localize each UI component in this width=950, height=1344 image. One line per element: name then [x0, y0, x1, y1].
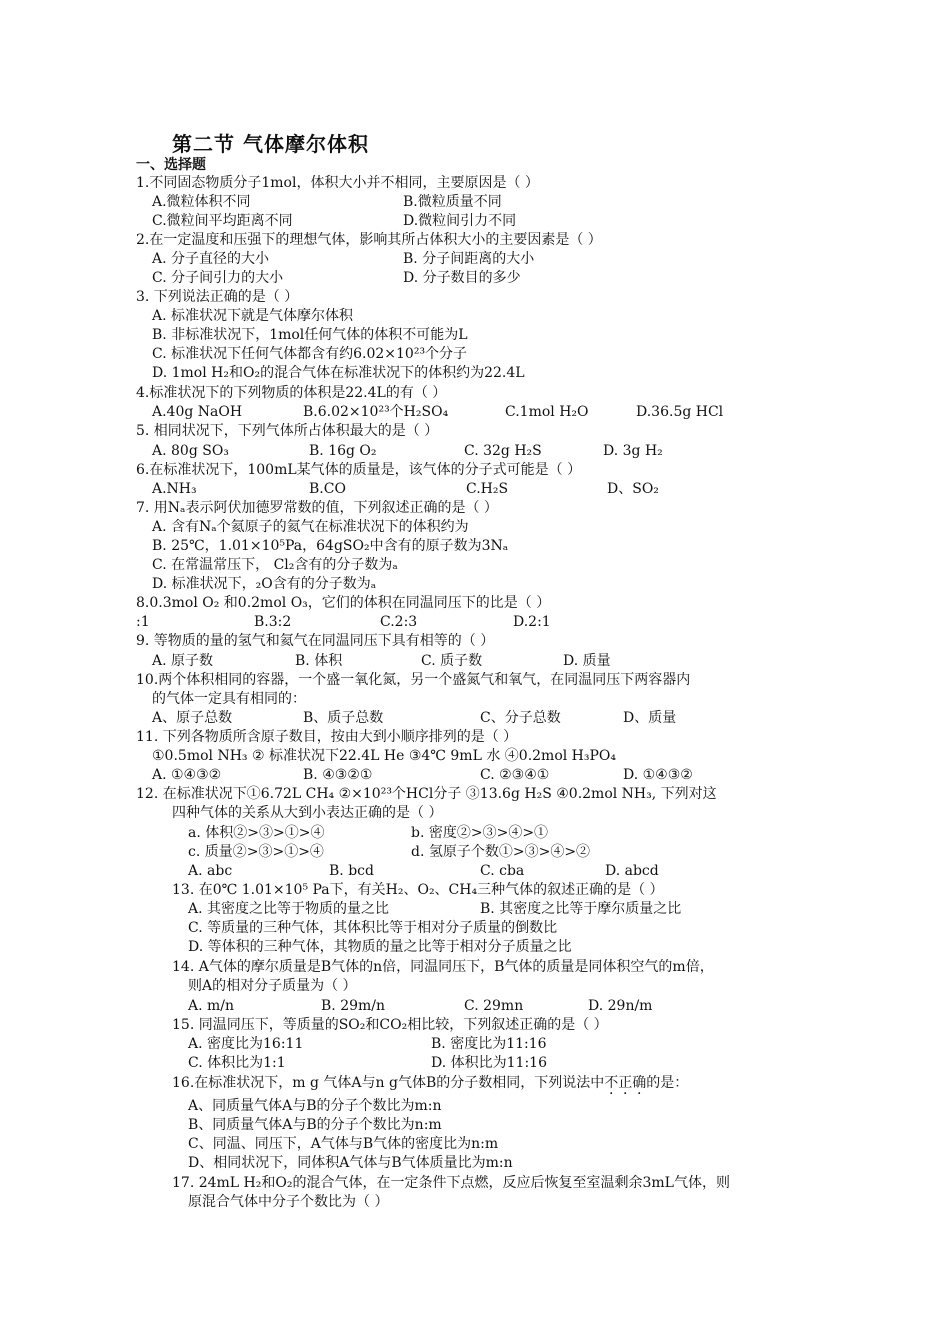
q11-stem: 11. 下列各物质所含原子数目，按由大到小顺序排列的是（ ）	[136, 729, 518, 745]
q10-option-a: A、原子总数	[152, 710, 233, 726]
q17-stem: 17. 24mL H₂和O₂的混合气体，在一定条件下点燃，反应后恢复至室温剩余3mL气体，则	[172, 1175, 730, 1191]
q2-option-d: D. 分子数目的多少	[403, 270, 521, 286]
q6-option-a: A.NH₃	[152, 481, 197, 497]
q12-option-c: C. cba	[480, 863, 525, 879]
q11-option-b: B. ④③②①	[303, 767, 373, 783]
q4-option-c: C.1mol H₂O	[505, 404, 589, 420]
q4-stem: 4.标准状况下的下列物质的体积是22.4L的有（ ）	[136, 385, 447, 401]
q8-option-c: C.2:3	[380, 614, 418, 630]
section-heading: 一、选择题	[136, 157, 206, 173]
q12-item-a: a. 体积②>③>①>④	[188, 825, 325, 841]
q3-option-d: D. 1mol H₂和O₂的混合气体在标准状况下的体积约为22.4L	[152, 365, 525, 381]
q4-option-b: B.6.02×10²³个H₂SO₄	[303, 404, 449, 420]
q15-option-c: C. 体积比为1:1	[188, 1055, 286, 1071]
q1-option-b: B.微粒质量不同	[403, 194, 502, 210]
q14-stem-cont: 则A的相对分子质量为（ ）	[188, 978, 357, 994]
q8-option-b: B.3:2	[254, 614, 292, 630]
q1-option-a: A.微粒体积不同	[152, 194, 251, 210]
q16-emphasis-char: 不	[604, 1075, 619, 1091]
q9-stem: 9. 等物质的量的氢气和氦气在同温同压下具有相等的（ ）	[136, 633, 495, 649]
q6-option-d: D、SO₂	[607, 481, 659, 497]
q10-option-d: D、质量	[623, 710, 677, 726]
q4-option-d: D.36.5g HCl	[636, 404, 724, 420]
q3-stem: 3. 下列说法正确的是（ ）	[136, 289, 299, 305]
q10-stem: 10.两个体积相同的容器，一个盛一氧化氮，另一个盛氮气和氧气，在同温同压下两容器内	[136, 672, 691, 688]
q15-option-a: A. 密度比为16:11	[188, 1036, 304, 1052]
q3-option-a: A. 标准状况下就是气体摩尔体积	[152, 308, 354, 324]
q14-option-a: A. m/n	[188, 998, 235, 1014]
q8-option-d: D.2:1	[513, 614, 551, 630]
q9-option-c: C. 质子数	[421, 653, 483, 669]
q2-option-a: A. 分子直径的大小	[152, 251, 270, 267]
q15-option-b: B. 密度比为11:16	[431, 1036, 547, 1052]
q14-option-b: B. 29m/n	[321, 998, 386, 1014]
q10-option-b: B、质子总数	[303, 710, 384, 726]
q6-option-c: C.H₂S	[466, 481, 509, 497]
q9-option-b: B. 体积	[295, 653, 343, 669]
q2-option-c: C. 分子间引力的大小	[152, 270, 284, 286]
q16-emphasis-char: 正	[618, 1075, 633, 1091]
q11-option-a: A. ①④③②	[152, 767, 222, 783]
q14-option-c: C. 29mn	[464, 998, 524, 1014]
q14-option-d: D. 29n/m	[588, 998, 653, 1014]
q13-option-d: D. 等体积的三种气体，其物质的量之比等于相对分子质量之比	[188, 939, 572, 955]
q12-option-b: B. bcd	[329, 863, 374, 879]
q12-item-b: b. 密度②>③>④>①	[411, 825, 549, 841]
page-title: 第二节 气体摩尔体积	[172, 132, 369, 156]
q12-item-d: d. 氢原子个数①>③>④>②	[411, 844, 591, 860]
q12-option-a: A. abc	[188, 863, 233, 879]
q4-option-a: A.40g NaOH	[152, 404, 243, 420]
q16-stem	[172, 1074, 688, 1093]
q5-option-d: D. 3g H₂	[603, 443, 663, 459]
q16-option-d: D、相同状况下，同体积A气体与B气体质量比为m:n	[188, 1155, 513, 1171]
q8-option-a: :1	[136, 614, 150, 630]
q12-stem-cont: 四种气体的关系从大到小表达正确的是（ ）	[172, 805, 443, 821]
q11-items: ①0.5mol NH₃ ② 标准状况下22.4L He ③4℃ 9mL 水 ④0.2mol H₃PO₄	[152, 748, 617, 764]
q1-option-c: C.微粒间平均距离不同	[152, 213, 293, 229]
q15-stem: 15. 同温同压下，等质量的SO₂和CO₂相比较，下列叙述正确的是（ ）	[172, 1017, 608, 1033]
q3-option-c: C. 标准状况下任何气体都含有约6.02×10²³个分子	[152, 346, 468, 362]
q17-stem-cont: 原混合气体中分子个数比为（ ）	[188, 1194, 389, 1210]
q12-stem: 12. 在标准状况下①6.72L CH₄ ②×10²³个HCl分子 ③13.6g H₂S ④0.2mol NH₃, 下列对这	[136, 786, 717, 802]
q5-stem: 5. 相同状况下，下列气体所占体积最大的是（ ）	[136, 423, 439, 439]
q16-option-a: A、同质量气体A与B的分子个数比为m:n	[188, 1098, 442, 1114]
q9-option-a: A. 原子数	[152, 653, 214, 669]
q16-emphasis-char: 确	[632, 1075, 647, 1091]
q3-option-b: B. 非标准状况下，1mol任何气体的体积不可能为L	[152, 327, 468, 343]
q13-option-b: B. 其密度之比等于摩尔质量之比	[480, 901, 682, 917]
q7-option-a: A. 含有Nₐ个氦原子的氦气在标准状况下的体积约为	[152, 519, 469, 535]
q16-option-b: B、同质量气体A与B的分子个数比为n:m	[188, 1117, 442, 1133]
q7-option-d: D. 标准状况下，₂O含有的分子数为ₐ	[152, 576, 377, 592]
q7-stem: 7. 用Nₐ表示阿伏加德罗常数的值，下列叙述正确的是（ ）	[136, 500, 498, 516]
q13-stem: 13. 在0℃ 1.01×10⁵ Pa下，有关H₂、O₂、CH₄三种气体的叙述正确的是（ ）	[172, 882, 664, 898]
q5-option-c: C. 32g H₂S	[464, 443, 542, 459]
q13-option-a: A. 其密度之比等于物质的量之比	[188, 901, 390, 917]
q2-option-b: B. 分子间距离的大小	[403, 251, 535, 267]
q11-option-d: D. ①④③②	[623, 767, 693, 783]
q2-stem: 2.在一定温度和压强下的理想气体，影响其所占体积大小的主要因素是（ ）	[136, 232, 602, 248]
q1-option-d: D.微粒间引力不同	[403, 213, 517, 229]
q5-option-b: B. 16g O₂	[309, 443, 377, 459]
q9-option-d: D. 质量	[563, 653, 611, 669]
q16-stem-tail: 的是：	[646, 1075, 689, 1091]
q10-option-c: C、分子总数	[480, 710, 561, 726]
q16-stem-text: 16.在标准状况下，m g 气体A与n g气体B的分子数相同，下列说法中	[172, 1075, 605, 1091]
q14-stem: 14. A气体的摩尔质量是B气体的n倍，同温同压下，B气体的质量是同体积空气的m倍，	[172, 959, 714, 975]
q5-option-a: A. 80g SO₃	[152, 443, 229, 459]
q15-option-d: D. 体积比为11:16	[431, 1055, 547, 1071]
q13-option-c: C. 等质量的三种气体，其体积比等于相对分子质量的倒数比	[188, 920, 558, 936]
q16-option-c: C、同温、同压下，A气体与B气体的密度比为n:m	[188, 1136, 499, 1152]
q8-stem: 8.0.3mol O₂ 和0.2mol O₃，它们的体积在同温同压下的比是（ ）	[136, 595, 551, 611]
q11-option-c: C. ②③④①	[480, 767, 550, 783]
q12-option-d: D. abcd	[605, 863, 659, 879]
q1-stem: 1.不同固态物质分子1mol，体积大小并不相同，主要原因是（ ）	[136, 175, 539, 191]
q10-stem-cont: 的气体一定具有相同的：	[152, 691, 306, 707]
q6-option-b: B.CO	[309, 481, 346, 497]
q7-option-b: B. 25℃，1.01×10⁵Pa，64gSO₂中含有的原子数为3Nₐ	[152, 538, 509, 554]
q7-option-c: C. 在常温常压下， Cl₂含有的分子数为ₐ	[152, 557, 398, 573]
q6-stem: 6.在标准状况下，100mL某气体的质量是，该气体的分子式可能是（ ）	[136, 462, 582, 478]
q12-item-c: c. 质量②>③>①>④	[188, 844, 324, 860]
